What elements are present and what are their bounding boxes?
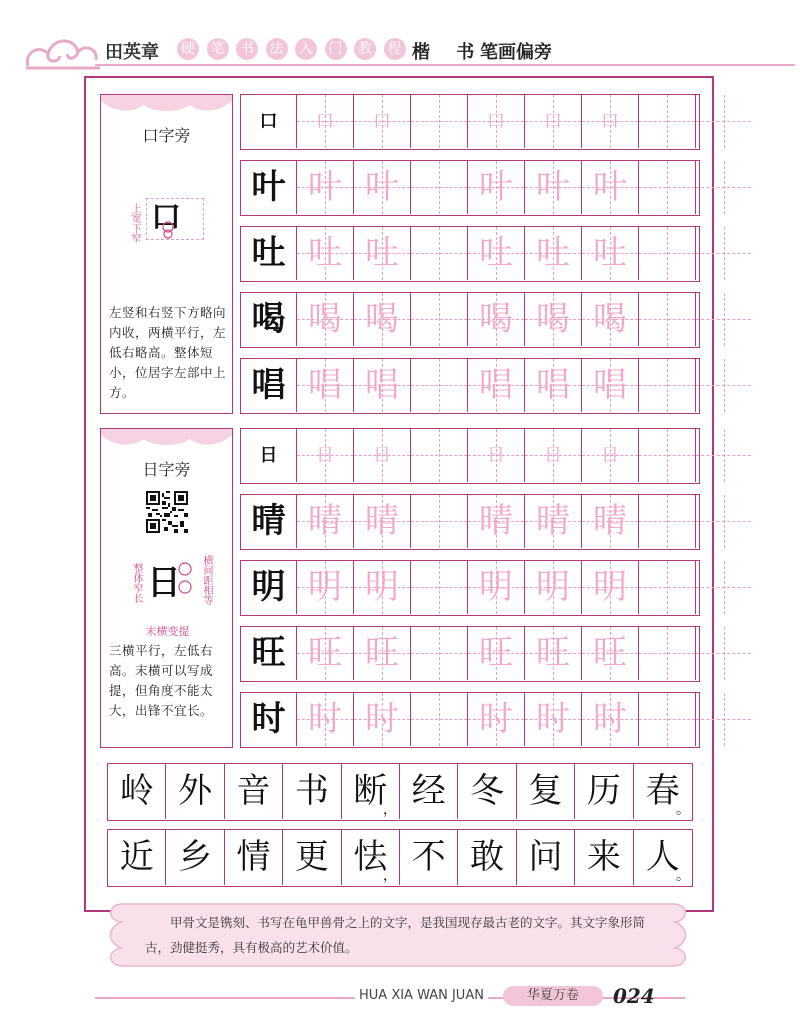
poem-line xyxy=(107,829,693,887)
practice-cell[interactable] xyxy=(696,561,751,614)
practice-cell[interactable] xyxy=(468,293,525,346)
poem-character: 历 xyxy=(586,771,621,811)
poem-character: 书 xyxy=(294,771,329,811)
poem-cell[interactable] xyxy=(634,830,692,885)
trace-character: 口 xyxy=(373,111,391,132)
spacing-guide-icon xyxy=(177,561,193,597)
trace-character: 唱 xyxy=(593,365,627,405)
trace-character: 日 xyxy=(316,445,334,466)
practice-cell[interactable] xyxy=(639,561,696,614)
poem-cell[interactable] xyxy=(458,830,516,885)
trace-character: 日 xyxy=(487,445,505,466)
practice-cell[interactable] xyxy=(354,161,411,214)
poem-character: 近 xyxy=(119,837,154,877)
practice-cell[interactable] xyxy=(411,359,468,412)
practice-cell[interactable] xyxy=(468,693,525,746)
poem-character: 情 xyxy=(236,837,271,877)
practice-row xyxy=(240,560,700,616)
trace-character: 时 xyxy=(365,699,399,739)
model-cell xyxy=(241,161,297,214)
practice-cell[interactable] xyxy=(582,495,639,548)
practice-cell[interactable] xyxy=(468,429,525,482)
poem-character: 外 xyxy=(178,771,213,811)
trace-character xyxy=(696,95,751,148)
practice-cell[interactable] xyxy=(582,561,639,614)
practice-cell[interactable] xyxy=(639,359,696,412)
model-character: 明 xyxy=(251,567,286,607)
practice-cell[interactable] xyxy=(639,627,696,680)
trace-character xyxy=(696,627,751,680)
panel-note: 上宽下窄 xyxy=(129,203,140,243)
trace-character: 吐 xyxy=(365,233,399,273)
model-cell xyxy=(241,293,297,346)
model-character: 日 xyxy=(259,445,278,466)
poem-character: 敢 xyxy=(470,837,505,877)
trace-character: 唱 xyxy=(365,365,399,405)
poem-cell[interactable] xyxy=(400,764,458,819)
trace-character: 喝 xyxy=(593,299,627,339)
practice-cell[interactable] xyxy=(354,561,411,614)
trace-character xyxy=(639,693,695,746)
practice-cell[interactable] xyxy=(525,429,582,482)
poem-cell[interactable] xyxy=(400,830,458,885)
practice-cell[interactable] xyxy=(297,561,354,614)
poem-cell[interactable] xyxy=(575,830,633,885)
practice-cell[interactable] xyxy=(297,293,354,346)
trace-character: 晴 xyxy=(308,501,342,541)
header-title-char: 法 xyxy=(266,38,288,60)
qr-code-icon xyxy=(146,491,188,533)
practice-cell[interactable] xyxy=(354,293,411,346)
poem-character: 问 xyxy=(528,837,563,877)
trace-character xyxy=(639,95,695,148)
trace-character: 晴 xyxy=(593,501,627,541)
practice-cell[interactable] xyxy=(525,495,582,548)
practice-cell[interactable] xyxy=(411,693,468,746)
model-cell xyxy=(241,227,297,280)
poem-cell[interactable] xyxy=(517,830,575,885)
trace-character: 日 xyxy=(373,445,391,466)
trace-character: 日 xyxy=(601,445,619,466)
practice-cell[interactable] xyxy=(525,95,582,148)
poem-character: 复 xyxy=(528,771,563,811)
panel-note-right: 横间距相等 xyxy=(201,555,212,605)
trace-character xyxy=(411,561,467,614)
page-number: 024 xyxy=(613,984,655,1008)
poem-cell[interactable] xyxy=(225,830,283,885)
practice-cell[interactable] xyxy=(582,293,639,346)
practice-cell[interactable] xyxy=(411,429,468,482)
trace-character: 旺 xyxy=(593,633,627,673)
practice-cell[interactable] xyxy=(639,293,696,346)
trace-character xyxy=(411,627,467,680)
practice-cell[interactable] xyxy=(468,495,525,548)
trace-character xyxy=(696,429,751,482)
practice-cell[interactable] xyxy=(411,561,468,614)
radical-sample: 口 xyxy=(151,200,181,235)
practice-cell[interactable] xyxy=(411,227,468,280)
trace-character: 喝 xyxy=(536,299,570,339)
practice-cell[interactable] xyxy=(525,227,582,280)
punctuation-mark: ， xyxy=(382,868,397,884)
practice-cell[interactable] xyxy=(696,627,751,680)
model-character: 时 xyxy=(251,699,286,739)
trace-character xyxy=(411,429,467,482)
model-cell xyxy=(241,627,297,680)
panel-subnote: 末横变提 xyxy=(145,625,190,638)
practice-cell[interactable] xyxy=(696,227,751,280)
radical-sample-box xyxy=(146,198,204,240)
practice-cell[interactable] xyxy=(582,429,639,482)
poem-character: 怯 xyxy=(353,837,388,877)
practice-cell[interactable] xyxy=(468,95,525,148)
trace-character: 唱 xyxy=(536,365,570,405)
practice-row xyxy=(240,626,700,682)
trace-character: 旺 xyxy=(365,633,399,673)
poem-character: 更 xyxy=(294,837,329,877)
practice-row xyxy=(240,226,700,282)
trace-character xyxy=(639,227,695,280)
trace-character: 明 xyxy=(308,567,342,607)
cloud-ornament-icon xyxy=(22,28,102,74)
header-title-char: 书 xyxy=(236,38,258,60)
trace-character: 明 xyxy=(593,567,627,607)
trace-character xyxy=(411,495,467,548)
trace-character: 叶 xyxy=(479,167,513,207)
practice-cell[interactable] xyxy=(354,627,411,680)
width-guide-icon xyxy=(161,221,175,239)
practice-cell[interactable] xyxy=(297,359,354,412)
model-cell xyxy=(241,359,297,412)
trace-character: 旺 xyxy=(308,633,342,673)
practice-cell[interactable] xyxy=(639,495,696,548)
practice-cell[interactable] xyxy=(696,693,751,746)
radical-sample: 日 xyxy=(147,563,181,603)
practice-cell[interactable] xyxy=(525,627,582,680)
trace-character: 明 xyxy=(365,567,399,607)
practice-cell[interactable] xyxy=(468,227,525,280)
header-style: 楷 书 xyxy=(412,42,485,63)
footer-brand-cn: 华夏万卷 xyxy=(503,986,603,1006)
trace-character xyxy=(696,293,751,346)
poem-cell[interactable] xyxy=(283,830,341,885)
poem-cell[interactable] xyxy=(225,764,283,819)
poem-cell[interactable] xyxy=(634,764,692,819)
trace-character: 时 xyxy=(479,699,513,739)
punctuation-mark: 。 xyxy=(675,802,690,818)
practice-cell[interactable] xyxy=(696,293,751,346)
panel-title: 口字旁 xyxy=(142,126,191,145)
trace-character: 吐 xyxy=(479,233,513,273)
trace-character xyxy=(639,495,695,548)
trace-character xyxy=(411,359,467,412)
punctuation-mark: ， xyxy=(382,802,397,818)
practice-cell[interactable] xyxy=(639,227,696,280)
trace-character xyxy=(411,293,467,346)
practice-cell[interactable] xyxy=(582,95,639,148)
practice-cell[interactable] xyxy=(297,693,354,746)
practice-cell[interactable] xyxy=(411,293,468,346)
practice-cell[interactable] xyxy=(297,429,354,482)
trace-character: 明 xyxy=(536,567,570,607)
trace-character: 叶 xyxy=(308,167,342,207)
poem-cell[interactable] xyxy=(342,764,400,819)
trace-character: 口 xyxy=(544,111,562,132)
practice-cell[interactable] xyxy=(696,429,751,482)
trace-character: 时 xyxy=(308,699,342,739)
poem-character: 乡 xyxy=(178,837,213,877)
trace-character: 叶 xyxy=(593,167,627,207)
header-author: 田英章 xyxy=(105,42,159,63)
panel-title: 日字旁 xyxy=(142,460,191,479)
practice-row xyxy=(240,292,700,348)
poem-cell[interactable] xyxy=(108,830,166,885)
header-title-char: 程 xyxy=(384,38,406,60)
trace-character: 吐 xyxy=(536,233,570,273)
practice-cell[interactable] xyxy=(696,161,751,214)
practice-cell[interactable] xyxy=(525,693,582,746)
practice-cell[interactable] xyxy=(297,227,354,280)
trace-character xyxy=(696,227,751,280)
model-character: 唱 xyxy=(251,365,286,405)
poem-cell[interactable] xyxy=(166,764,224,819)
practice-cell[interactable] xyxy=(525,161,582,214)
footer-brand-en: HUA XIA WAN JUAN xyxy=(355,988,488,1003)
trace-character: 口 xyxy=(487,111,505,132)
trace-character xyxy=(639,359,695,412)
poem-character: 春 xyxy=(645,771,680,811)
trace-character: 旺 xyxy=(536,633,570,673)
practice-cell[interactable] xyxy=(582,227,639,280)
trace-character: 口 xyxy=(601,111,619,132)
poem-character: 岭 xyxy=(119,771,154,811)
practice-cell[interactable] xyxy=(411,495,468,548)
practice-cell[interactable] xyxy=(354,227,411,280)
poem-character: 冬 xyxy=(470,771,505,811)
radical-panel-kou xyxy=(100,94,233,414)
model-cell xyxy=(241,95,297,148)
poem-cell[interactable] xyxy=(108,764,166,819)
poem-cell[interactable] xyxy=(342,830,400,885)
panel-description: 三横平行，左低右高。末横可以写成提，但角度不能太大，出锋不宜长。 xyxy=(109,643,214,718)
poem-cell[interactable] xyxy=(166,830,224,885)
model-character: 叶 xyxy=(251,167,286,207)
header-rule xyxy=(95,64,795,66)
radical-panel-ri xyxy=(100,428,233,748)
trace-character xyxy=(696,359,751,412)
trace-character: 口 xyxy=(316,111,334,132)
poem-cell[interactable] xyxy=(283,764,341,819)
model-cell xyxy=(241,429,297,482)
practice-cell[interactable] xyxy=(297,627,354,680)
panel-note-left: 整体窄长 xyxy=(131,563,142,603)
model-cell xyxy=(241,693,297,746)
trace-character: 日 xyxy=(544,445,562,466)
practice-cell[interactable] xyxy=(297,95,354,148)
poem-cell[interactable] xyxy=(517,764,575,819)
header-title-char: 教 xyxy=(354,38,376,60)
poem-character: 断 xyxy=(353,771,388,811)
practice-cell[interactable] xyxy=(639,95,696,148)
practice-row xyxy=(240,428,700,484)
practice-cell[interactable] xyxy=(468,161,525,214)
trace-character: 旺 xyxy=(479,633,513,673)
trace-character xyxy=(411,161,467,214)
practice-cell[interactable] xyxy=(468,359,525,412)
practice-cell[interactable] xyxy=(297,161,354,214)
trace-character xyxy=(639,627,695,680)
practice-cell[interactable] xyxy=(468,627,525,680)
poem-line xyxy=(107,763,693,821)
practice-cell[interactable] xyxy=(525,561,582,614)
practice-cell[interactable] xyxy=(411,161,468,214)
trace-character xyxy=(411,227,467,280)
trace-character: 喝 xyxy=(365,299,399,339)
practice-row xyxy=(240,160,700,216)
trace-character xyxy=(696,693,751,746)
practice-cell[interactable] xyxy=(468,561,525,614)
poem-character: 来 xyxy=(586,837,621,877)
trace-character: 时 xyxy=(593,699,627,739)
practice-cell[interactable] xyxy=(582,693,639,746)
poem-cell[interactable] xyxy=(575,764,633,819)
trace-character: 喝 xyxy=(479,299,513,339)
trace-character: 明 xyxy=(479,567,513,607)
trace-character xyxy=(639,561,695,614)
trace-character: 喝 xyxy=(308,299,342,339)
cloud-banner-icon xyxy=(101,95,232,115)
poem-character: 音 xyxy=(236,771,271,811)
trace-character: 晴 xyxy=(536,501,570,541)
note-text: 甲骨文是镌刻、书写在龟甲兽骨之上的文字，是我国现存最古老的文字。其文字象形简古，劲健挺秀，具有极高的艺术价值。 xyxy=(145,915,646,955)
trace-character xyxy=(411,95,467,148)
model-cell xyxy=(241,495,297,548)
panel-description: 左竖和右竖下方略向内收，两横平行，左低右略高。整体短小，位居字左部中上方。 xyxy=(109,305,227,400)
trace-character xyxy=(639,429,695,482)
practice-row xyxy=(240,94,700,150)
practice-cell[interactable] xyxy=(354,495,411,548)
punctuation-mark: 。 xyxy=(675,868,690,884)
cloud-banner-icon xyxy=(101,429,232,449)
trace-character xyxy=(639,161,695,214)
practice-row xyxy=(240,494,700,550)
model-character: 口 xyxy=(259,111,278,132)
trace-character: 吐 xyxy=(593,233,627,273)
practice-cell[interactable] xyxy=(354,359,411,412)
model-cell xyxy=(241,561,297,614)
practice-cell[interactable] xyxy=(639,161,696,214)
poem-character: 不 xyxy=(411,837,446,877)
trace-character: 叶 xyxy=(536,167,570,207)
practice-cell[interactable] xyxy=(354,95,411,148)
model-character: 晴 xyxy=(251,501,286,541)
header-title-char: 入 xyxy=(295,38,317,60)
trace-character: 晴 xyxy=(479,501,513,541)
poem-cell[interactable] xyxy=(458,764,516,819)
trace-character: 吐 xyxy=(308,233,342,273)
model-character: 旺 xyxy=(251,633,286,673)
practice-cell[interactable] xyxy=(525,359,582,412)
poem-character: 经 xyxy=(411,771,446,811)
practice-cell[interactable] xyxy=(297,495,354,548)
practice-cell[interactable] xyxy=(582,627,639,680)
header-title-char: 门 xyxy=(325,38,347,60)
poem-character: 人 xyxy=(645,837,680,877)
trace-character xyxy=(411,693,467,746)
practice-cell[interactable] xyxy=(696,359,751,412)
model-character: 吐 xyxy=(251,233,286,273)
trace-character: 晴 xyxy=(365,501,399,541)
practice-cell[interactable] xyxy=(696,95,751,148)
practice-cell[interactable] xyxy=(639,693,696,746)
trace-character: 叶 xyxy=(365,167,399,207)
practice-row xyxy=(240,692,700,748)
trace-character xyxy=(696,561,751,614)
practice-cell[interactable] xyxy=(582,161,639,214)
trace-character xyxy=(696,161,751,214)
trace-character: 唱 xyxy=(308,365,342,405)
practice-row xyxy=(240,358,700,414)
trace-character: 时 xyxy=(536,699,570,739)
trace-character xyxy=(696,495,751,548)
practice-cell[interactable] xyxy=(525,293,582,346)
practice-cell[interactable] xyxy=(354,429,411,482)
practice-cell[interactable] xyxy=(582,359,639,412)
trace-character: 唱 xyxy=(479,365,513,405)
header-topic: 笔画偏旁 xyxy=(480,42,552,63)
practice-cell[interactable] xyxy=(354,693,411,746)
header-title-char: 笔 xyxy=(207,38,229,60)
practice-cell[interactable] xyxy=(411,95,468,148)
practice-cell[interactable] xyxy=(696,495,751,548)
trace-character xyxy=(639,293,695,346)
header-title-char: 硬 xyxy=(177,38,199,60)
practice-cell[interactable] xyxy=(639,429,696,482)
practice-cell[interactable] xyxy=(411,627,468,680)
model-character: 喝 xyxy=(251,299,286,339)
